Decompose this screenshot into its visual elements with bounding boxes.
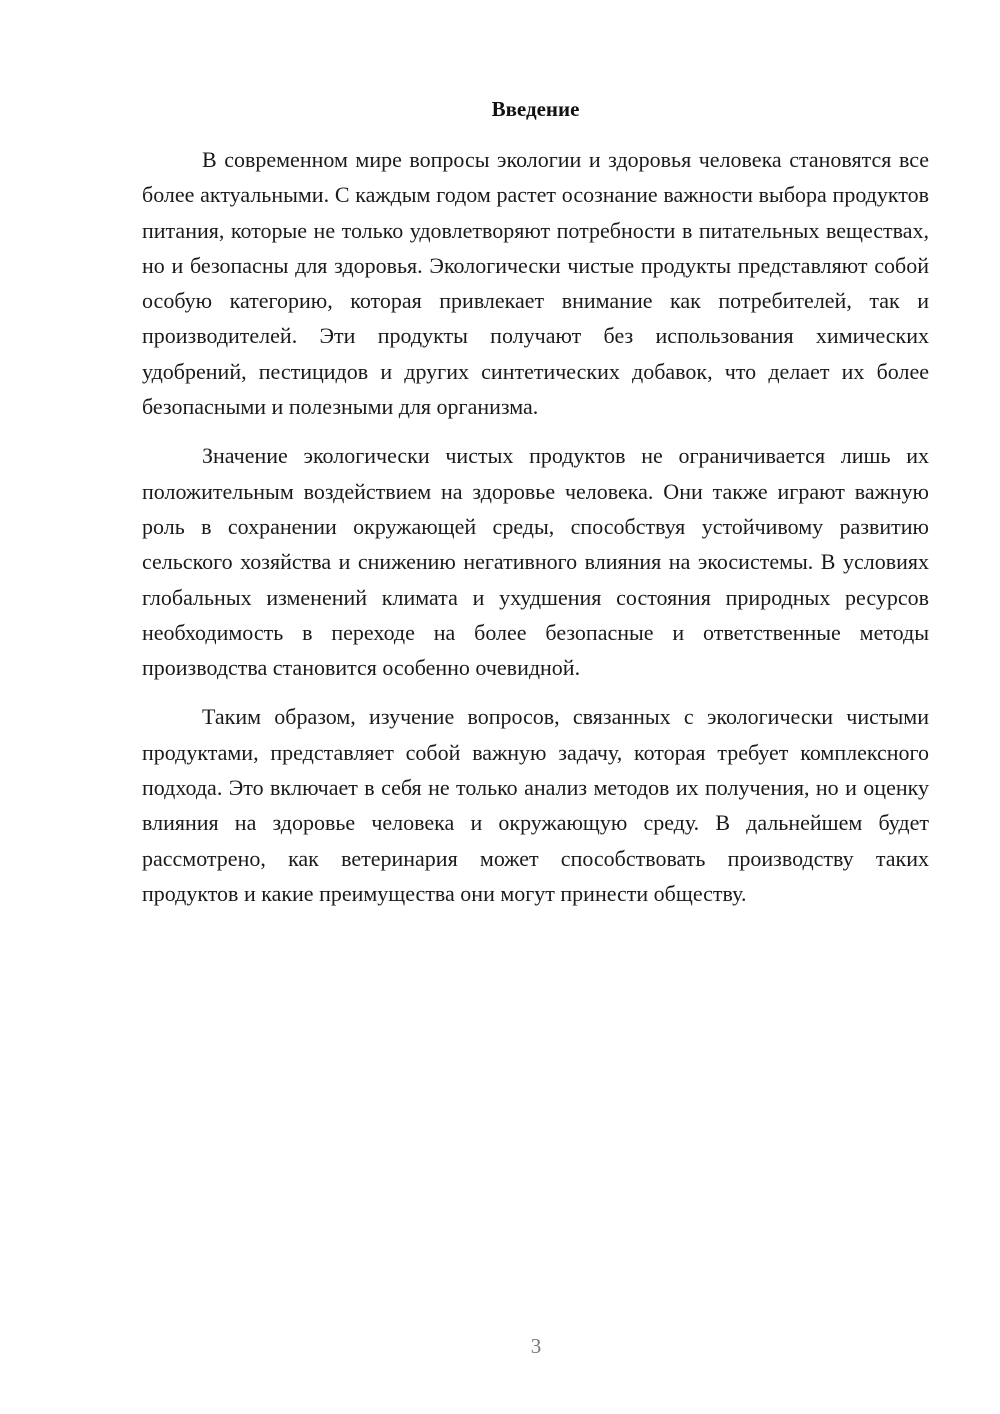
page-number: 3 (530, 1334, 542, 1358)
section-title: Введение (491, 97, 580, 121)
paragraph-3: Таким образом, изучение вопросов, связанных с экологически чистыми продуктами, представляет собой важную задачу, которая требует комплексного подхода. Это включает в себя не только анализ методов их получения, но и оценку влияния на здоровье человека и окружающую среду. В дальнейшем будет рассмотрено, как ветеринария может способствовать производству таких продуктов и какие преимущества они могут принести обществу. (142, 704, 929, 906)
document-body (142, 142, 929, 925)
paragraph-1: В современном мире вопросы экологии и здоровья человека становятся все более актуальными. С каждым годом растет осознание важности выбора продуктов питания, которые не только удовлетворяют потребности в питательных веществах, но и безопасны для здоровья. Экологически чистые продукты представляют собой особую категорию, которая привлекает внимание как потребителей, так и производителей. Эти продукты получают без использования химических удобрений, пестицидов и других синтетических добавок, что делает их более безопасными и полезными для организма. (142, 147, 929, 420)
paragraph-2: Значение экологически чистых продуктов не ограничивается лишь их положительным воздействием на здоровье человека. Они также играют важную роль в сохранении окружающей среды, способствуя устойчивому развитию сельского хозяйства и снижению негативного влияния на экосистемы. В условиях глобальных изменений климата и ухудшения состояния природных ресурсов необходимость в переходе на более безопасные и ответственные методы производства становится особенно очевидной. (142, 443, 929, 681)
